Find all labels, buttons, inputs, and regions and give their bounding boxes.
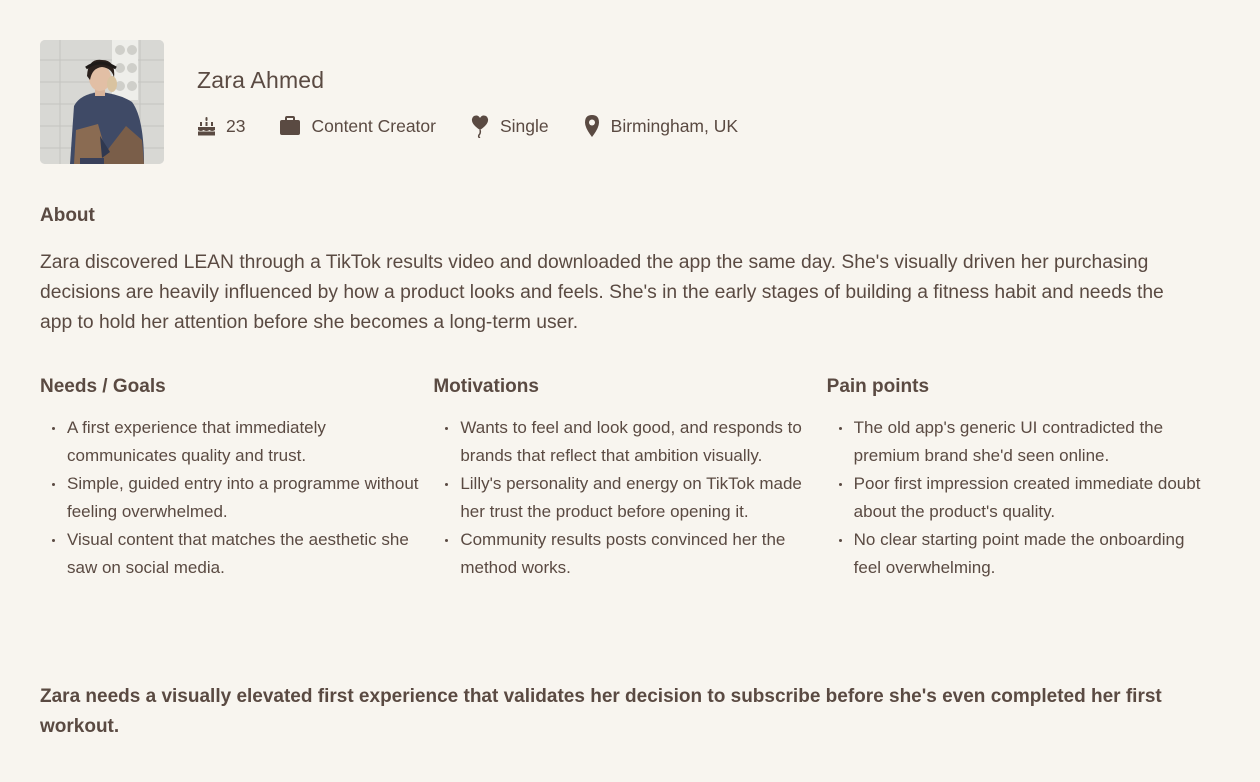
needs-column	[40, 376, 433, 582]
meta-occupation-label: Content Creator	[311, 115, 436, 136]
meta-location	[583, 114, 738, 138]
avatar	[40, 40, 164, 164]
motivations-list	[433, 414, 826, 582]
persona-name: Zara Ahmed	[197, 67, 325, 93]
list-item: Wants to feel and look good, and responds to brands that reflect that ambition visually.	[433, 414, 821, 470]
list-item: Simple, guided entry into a programme without feeling overwhelmed.	[40, 470, 424, 526]
list-item: Poor first impression created immediate doubt about the product's quality.	[827, 470, 1207, 526]
list-item: Lilly's personality and energy on TikTok made her trust the product before opening it.	[433, 470, 821, 526]
pain-points-column	[827, 376, 1220, 582]
heart-balloon-icon	[470, 114, 490, 138]
avatar-photo	[40, 40, 164, 164]
location-pin-icon	[583, 114, 601, 138]
meta-age	[197, 116, 245, 137]
about-text: Zara discovered LEAN through a TikTok results video and downloaded the app the same day. She's visually driven her purchasing decisions are heavily influenced by how a product looks and feels. She's in the early stages of building a fitness habit and needs the app to hold her attention before she becomes a long-term user.	[40, 252, 1164, 333]
cake-icon	[197, 116, 216, 136]
list-item: Community results posts convinced her the method works.	[433, 526, 821, 582]
needs-heading: Needs / Goals	[40, 376, 166, 397]
motivations-column	[433, 376, 826, 582]
persona-header	[40, 40, 1220, 164]
needs-list	[40, 414, 433, 582]
pain-points-heading: Pain points	[826, 376, 930, 397]
conclusion-statement: Zara needs a visually elevated first experience that validates her decision to subscribe before she's even completed her first workout.	[40, 686, 1162, 737]
persona-columns	[40, 376, 1220, 582]
list-item: No clear starting point made the onboarding feel overwhelming.	[827, 526, 1207, 582]
motivations-heading: Motivations	[433, 376, 539, 397]
list-item: Visual content that matches the aesthetic she saw on social media.	[40, 526, 424, 582]
briefcase-icon	[279, 116, 301, 136]
meta-relationship	[470, 114, 549, 138]
meta-location-label: Birmingham, UK	[610, 115, 739, 136]
list-item: A first experience that immediately communicates quality and trust.	[40, 414, 424, 470]
meta-occupation	[279, 116, 436, 137]
persona-meta	[197, 114, 772, 138]
pain-points-list	[827, 414, 1220, 582]
meta-age-label: 23	[226, 115, 246, 136]
list-item: The old app's generic UI contradicted the premium brand she'd seen online.	[827, 414, 1207, 470]
about-heading: About	[40, 205, 95, 226]
identity-block	[197, 40, 772, 138]
meta-relationship-label: Single	[499, 115, 549, 136]
